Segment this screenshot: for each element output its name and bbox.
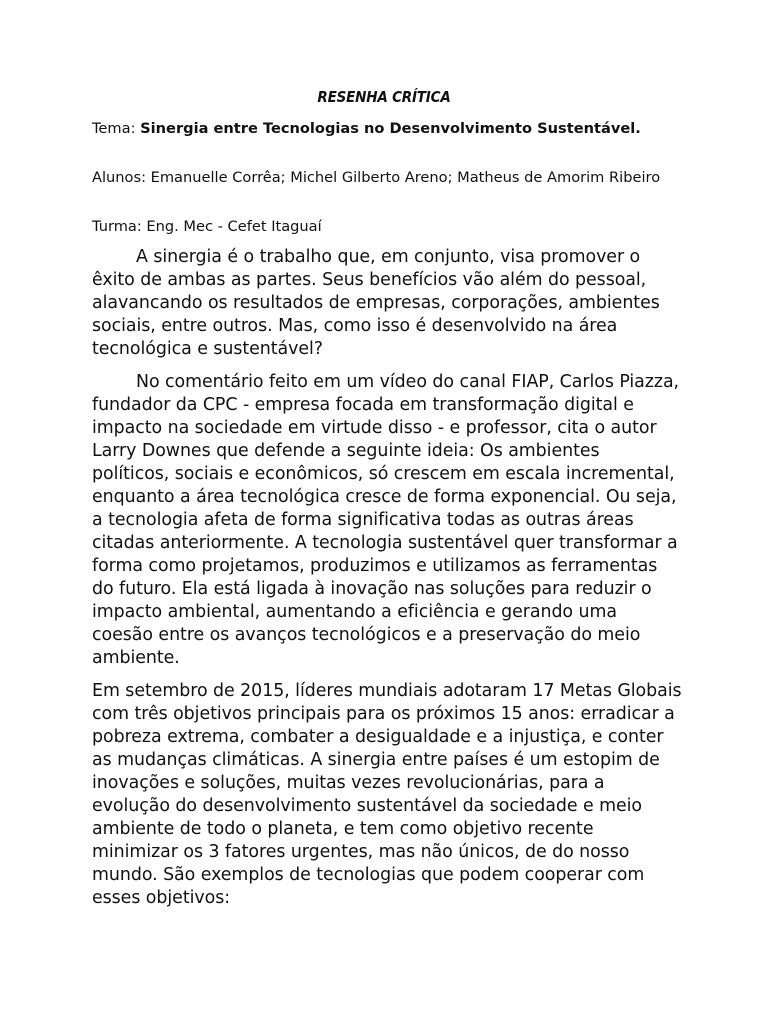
class-line: Turma: Eng. Mec - Cefet Itaguaí bbox=[92, 218, 322, 235]
theme-line bbox=[92, 119, 672, 139]
theme-label: Tema: bbox=[92, 120, 141, 137]
students-line: Alunos: Emanuelle Corrêa; Michel Gilberto Areno; Matheus de Amorim Ribeiro bbox=[92, 169, 661, 186]
body-paragraph: No comentário feito em um vídeo do canal FIAP, Carlos Piazza, fundador da CPC - empresa focada em transformação digital e impacto na sociedade em virtude disso - e professor, cita o autor Larry Downes que defende a seguinte ideia: Os ambientes políticos, sociais e econômicos, só crescem em escala incremental, enquanto a área tecnológica cresce de forma exponencial. Ou seja, a tecnologia afeta de forma significativa todas as outras áreas citadas anteriormente. A tecnologia sustentável quer transformar a forma como projetamos, produzimos e utilizamos as ferramentas do futuro. Ela está ligada à inovação nas soluções para reduzir o impacto ambiental, aumentando a eficiência e gerando uma coesão entre os avanços tecnológicos e a preservação do meio ambiente. bbox=[92, 372, 680, 668]
body-paragraph: Em setembro de 2015, líderes mundiais adotaram 17 Metas Globais com três objetivos principais para os próximos 15 anos: erradicar a pobreza extrema, combater a desigualdade e a injustiça, e conter as mudanças climáticas. A sinergia entre países é um estopim de inovações e soluções, muitas vezes revolucionárias, para a evolução do desenvolvimento sustentável da sociedade e meio ambiente de todo o planeta, e tem como objetivo recente minimizar os 3 fatores urgentes, mas não únicos, de do nosso mundo. São exemplos de tecnologias que podem cooperar com esses objetivos: bbox=[92, 681, 682, 908]
document-title: RESENHA CRÍTICA bbox=[317, 88, 451, 106]
theme-value: Sinergia entre Tecnologias no Desenvolvimento Sustentável. bbox=[140, 120, 641, 137]
body-paragraph: A sinergia é o trabalho que, em conjunto, visa promover o êxito de ambas as partes. Seus benefícios vão além do pessoal, alavancando os resultados de empresas, corporações, ambientes sociais, entre outros. Mas, como isso é desenvolvido na área tecnológica e sustentável? bbox=[92, 247, 660, 359]
document-body bbox=[92, 246, 682, 910]
